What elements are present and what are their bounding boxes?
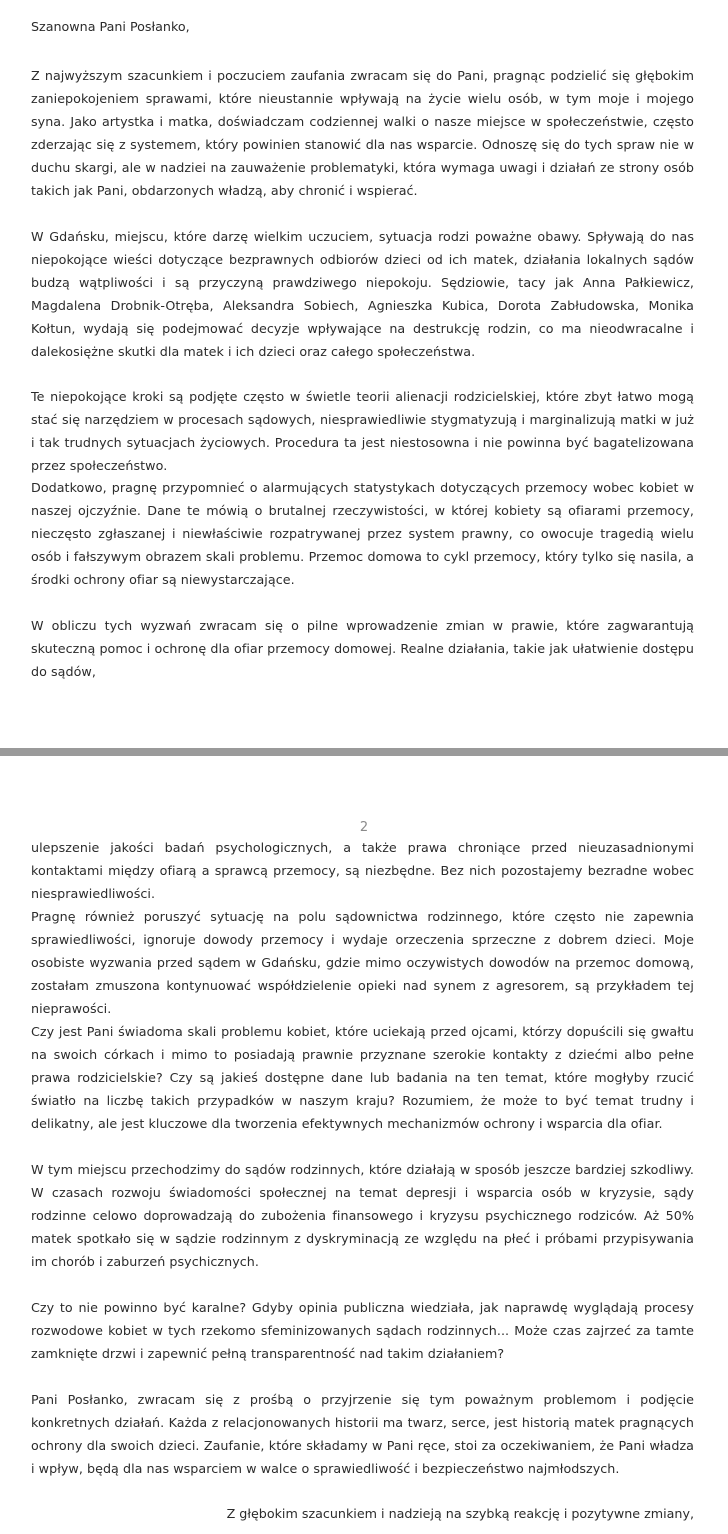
paragraph-gdansk-courts: W Gdańsku, miejscu, które darzę wielkim uczuciem, sytuacja rodzi poważne obawy. Spływają do nas niepokojące wieści dotyczące bezprawnych odbiorów dzieci od ich matek, działania lokalnych sądów budzą wątpliwości i są przyczyną prawdziwego niepokoju. Sędziowie, tacy jak Anna Pałkiewicz, Magdalena Drobnik-Otręba, Aleksandra Sobiech, Agnieszka Kubica, Dorota Zabłudowska, Monika Kołtun, wydają się podejmować decyzje wpływające na destrukcję rodzin, co ma nieodwracalne i dalekosiężne skutki dla matek i ich dzieci oraz całego społeczeństwa. <box>31 229 694 359</box>
paragraph-violence-statistics: Dodatkowo, pragnę przypomnieć o alarmujących statystykach dotyczących przemocy wobec kobiet w naszej ojczyźnie. Dane te mówią o brutalnej rzeczywistości, w której kobiety są ofiarami przemocy, nieczęsto zgłaszanej i niewłaściwie rozpatrywanej przez system prawny, co owocuje tragedią wielu osób i fałszywym obrazem skali problemu. Przemoc domowa to cykl przemocy, który tylko się nasila, a środki ochrony ofiar są niewystarczające. <box>31 480 694 587</box>
paragraph-request-action: Pani Posłanko, zwracam się z prośbą o przyjrzenie się tym poważnym problemom i podjęcie konkretnych działań. Każda z relacjonowanych historii ma twarz, serce, jest historią matek pragnących ochrony dla swoich dzieci. Zaufanie, które składamy w Pani ręce, stoi za oczekiwaniem, że Pani władza i wpływ, będą dla nas wsparciem w walce o sprawiedliwość i bezpieczeństwo najmłodszych. <box>31 1392 694 1476</box>
paragraph-law-changes: W obliczu tych wyzwań zwracam się o pilne wprowadzenie zmian w prawie, które zagwarantują skuteczną pomoc i ochronę dla ofiar przemocy domowej. Realne działania, takie jak ułatwienie dostępu do sądów, <box>31 618 694 679</box>
paragraph-concern-intro: Z najwyższym szacunkiem i poczuciem zaufania zwracam się do Pani, pragnąc podzielić się głębokim zaniepokojeniem sprawami, które nieustannie wpływają na życie wielu osób, w tym moje i mojego syna. Jako artystka i matka, doświadczam codziennej walki o nasze miejsce w społeczeństwie, często zderzając się z systemem, który powinien stanowić dla nas wsparcie. Odnoszę się do tych spraw nie w duchu skargi, ale w nadziei na zauważenie problematyki, która wymaga uwagi i działań ze strony osób takich jak Pani, obdarzonych władzą, aby chronić i wspierać. <box>31 68 694 198</box>
paragraph-law-changes-continued: ulepszenie jakości badań psychologicznych, a także prawa chroniące przed nieuzasadnionymi kontaktami między ofiarą a sprawcą przemocy, są niezbędne. Bez nich pozostajemy bezradne wobec niesprawiedliwości. <box>31 840 694 901</box>
paragraph-family-courts: Pragnę również poruszyć sytuację na polu sądownictwa rodzinnego, które często nie zapewnia sprawiedliwości, ignoruje dowody przemocy i wydaje orzeczenia sprzeczne z dobrem dzieci. Moje osobiste wyzwania przed sądem w Gdańsku, gdzie mimo oczywistych dowodów na przemoc domową, zostałam zmuszona kontynuować współdzielenie opieki nad synem z agresorem, są przykładem tej nieprawości. <box>31 909 694 1016</box>
document-page-2 <box>0 756 728 1534</box>
paragraph-parental-alienation: Te niepokojące kroki są podjęte często w świetle teorii alienacji rodzicielskiej, które zbyt łatwo mogą stać się narzędziem w procesach sądowych, niesprawiedliwie stygmatyzują i marginalizują matki w już i tak trudnych sytuacjach życiowych. Procedura ta jest niestosowna i nie powinna być bagatelizowana przez społeczeństwo. <box>31 389 694 473</box>
document-page-1 <box>0 0 728 748</box>
letter-salutation: Szanowna Pani Posłanko, <box>31 19 190 34</box>
letter-closing: Z głębokim szacunkiem i nadzieją na szybką reakcję i pozytywne zmiany, <box>226 1506 694 1521</box>
paragraph-question-scale: Czy jest Pani świadoma skali problemu kobiet, które uciekają przed ojcami, którzy dopuścili się gwałtu na swoich córkach i mimo to posiadają prawnie przyznane szerokie kontakty z dziećmi albo pełne prawa rodzicielskie? Czy są jakieś dostępne dane lub badania na ten temat, które mogłyby rzucić światło na liczbę takich przypadków w naszym kraju? Rozumiem, że może to być temat trudny i delikatny, ale jest kluczowe dla tworzenia efektywnych mechanizmów ochrony i wsparcia dla ofiar. <box>31 1024 694 1131</box>
page-number: 2 <box>359 820 369 835</box>
paragraph-transparency: Czy to nie powinno być karalne? Gdyby opinia publiczna wiedziała, jak naprawdę wyglądają procesy rozwodowe kobiet w tych rzekomo sfeminizowanych sądach rodzinnych... Może czas zajrzeć za tamte zamknięte drzwi i zapewnić pełną transparentność nad takim działaniem? <box>31 1300 694 1361</box>
page-break-divider <box>0 748 728 756</box>
paragraph-harmful-courts: W tym miejscu przechodzimy do sądów rodzinnych, które działają w sposób jeszcze bardziej szkodliwy. W czasach rozwoju świadomości społecznej na temat depresji i wsparcia osób w kryzysie, sądy rodzinne celowo doprowadzają do zubożenia finansowego i kryzysu psychicznego rodziców. Aż 50% matek spotkało się w sądzie rodzinnym z dyskryminacją ze względu na płeć i próbami przypisywania im chorób i zaburzeń psychicznych. <box>31 1162 694 1269</box>
